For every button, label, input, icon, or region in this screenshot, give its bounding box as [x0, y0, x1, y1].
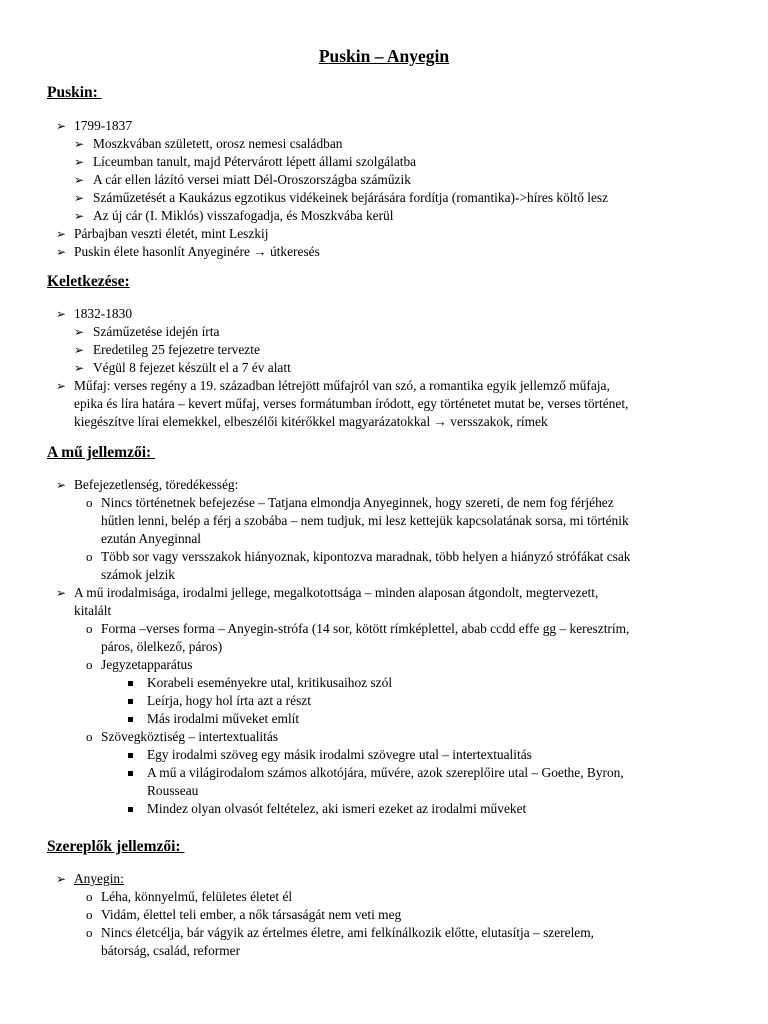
arrow-bullet-icon: ➢ — [56, 872, 67, 886]
list-item: o Nincs életcélja, bár vágyik az értelmes életre, ami felkínálkozik előtte, elutasítja – szerelem, bátorság, család, reformer — [86, 925, 595, 958]
list-item: Mindez olyan olvasót feltételez, aki ismeri ezeket az irodalmi műveket — [0, 800, 768, 818]
arrow-bullet-icon: ➢ — [74, 325, 85, 339]
section-heading-keletkezese: Keletkezése: — [47, 273, 130, 290]
list-item: ➢ A cár ellen lázító versei miatt Dél-Oroszországba száműzik — [74, 172, 411, 187]
circle-bullet-icon: o — [86, 889, 93, 904]
document-title: Puskin – Anyegin — [318, 46, 450, 66]
circle-bullet-icon: o — [86, 729, 93, 744]
square-bullet-icon — [128, 717, 133, 722]
list-item: ➢ Puskin élete hasonlít Anyeginére → útkeresés — [56, 244, 320, 259]
list-item: ➢ 1832-1830 — [56, 306, 133, 321]
list-item: ➢ Moszkvában született, orosz nemesi családban — [74, 136, 343, 151]
list-item: ➢ Líceumban tanult, majd Pétervárott lépett állami szolgálatba — [74, 154, 417, 169]
list-item: ➢ Az új cár (I. Miklós) visszafogadja, és Moszkvába kerül — [74, 208, 394, 223]
list-item: o Szövegköztiség – intertextualitás — [86, 729, 279, 744]
list-item: Más irodalmi műveket említ — [0, 710, 768, 728]
list-item: o Forma –verses forma – Anyegin-strófa (14 sor, kötött rímképlettel, abab ccdd effe gg – keresztrím, páros, ölelkező, páros) — [86, 621, 630, 654]
list-item: ➢ Párbajban veszti életét, mint Leszkij — [56, 226, 269, 241]
arrow-bullet-icon: ➢ — [56, 379, 67, 393]
list-item: ➢ Műfaj: verses regény a 19. században létrejött műfajról van szó, a romantika egyik jellemző műfaja, epika és líra határa – kevert műfaj, verses formátumban íródott, egy történetet mutat be, verses történet, kiegészítve lírai elemekkel, elbeszélői kitérőkkel magyarázatokkal → versszakok, rímek — [56, 378, 629, 429]
list-item: ➢ 1799-1837 — [56, 118, 133, 133]
circle-bullet-icon: o — [86, 657, 93, 672]
square-bullet-icon — [128, 699, 133, 704]
szereplok-list — [0, 870, 768, 960]
circle-bullet-icon: o — [86, 907, 93, 922]
list-item: Korabeli eseményekre utal, kritikusaihoz szól — [0, 674, 768, 692]
list-item: A mű a világirodalom számos alkotójára, művére, azok szereplőire utal – Goethe, Byron, Rousseau — [0, 764, 768, 800]
arrow-bullet-icon: ➢ — [74, 343, 85, 357]
list-item: ➢ Száműzetését a Kaukázus egzotikus vidékeinek bejárására fordítja (romantika)->híres költő lesz — [74, 190, 609, 205]
square-bullet-icon — [128, 753, 133, 758]
arrow-bullet-icon: ➢ — [74, 155, 85, 169]
section-heading-jellemzoi: A mű jellemzői: — [47, 444, 156, 461]
list-item: ➢ Végül 8 fejezet készült el a 7 év alatt — [74, 360, 291, 375]
arrow-bullet-icon: ➢ — [56, 307, 67, 321]
list-item: ➢ Eredetileg 25 fejezetre tervezte — [74, 342, 260, 357]
circle-bullet-icon: o — [86, 925, 93, 940]
list-item: Leírja, hogy hol írta azt a részt — [0, 692, 768, 710]
circle-bullet-icon: o — [86, 621, 93, 636]
list-item: o Léha, könnyelmű, felületes életet él — [86, 889, 293, 904]
arrow-bullet-icon: ➢ — [56, 478, 67, 492]
list-item: o Nincs történetnek befejezése – Tatjana elmondja Anyeginnek, hogy szereti, de nem fog férjéhez hűtlen lenni, belép a férj a szobába – nem tudjuk, mi lesz kettejük kapcsolatának sorsa, mi történik ezután Anyeginnal — [86, 495, 629, 546]
list-item: ➢ A mű irodalmisága, irodalmi jellege, megalkotottsága – minden alaposan átgondolt, megtervezett, kitalált — [56, 585, 599, 618]
list-item: o Vidám, élettel teli ember, a nők társaságát nem veti meg — [86, 907, 402, 922]
square-bullet-icon — [128, 681, 133, 686]
arrow-bullet-icon: ➢ — [56, 227, 67, 241]
arrow-bullet-icon: ➢ — [56, 119, 67, 133]
arrow-bullet-icon: ➢ — [56, 245, 67, 259]
list-item — [0, 870, 768, 888]
square-bullet-icon — [128, 771, 133, 776]
arrow-bullet-icon: ➢ — [74, 361, 85, 375]
list-item: o Jegyzetapparátus — [86, 657, 193, 672]
arrow-bullet-icon: ➢ — [74, 137, 85, 151]
character-name: Anyegin: — [74, 871, 124, 886]
section-heading-puskin: Puskin: — [47, 84, 102, 101]
list-item: ➢ Száműzetése idején írta — [74, 324, 220, 339]
arrow-bullet-icon: ➢ — [74, 209, 85, 223]
jellemzoi-list — [0, 476, 768, 818]
circle-bullet-icon: o — [86, 495, 93, 510]
list-item: Egy irodalmi szöveg egy másik irodalmi szövegre utal – intertextualitás — [0, 746, 768, 764]
arrow-bullet-icon: ➢ — [56, 586, 67, 600]
square-bullet-icon — [128, 807, 133, 812]
keletkezese-list — [0, 305, 768, 431]
list-item: ➢ Befejezetlenség, töredékesség: — [56, 477, 239, 492]
arrow-bullet-icon: ➢ — [74, 191, 85, 205]
circle-bullet-icon: o — [86, 549, 93, 564]
section-heading-szereplok: Szereplők jellemzői: — [47, 838, 185, 855]
puskin-list — [0, 117, 768, 261]
list-item: o Több sor vagy versszakok hiányoznak, kipontozva maradnak, több helyen a hiányzó strófákat csak számok jelzik — [86, 549, 631, 582]
arrow-bullet-icon: ➢ — [74, 173, 85, 187]
